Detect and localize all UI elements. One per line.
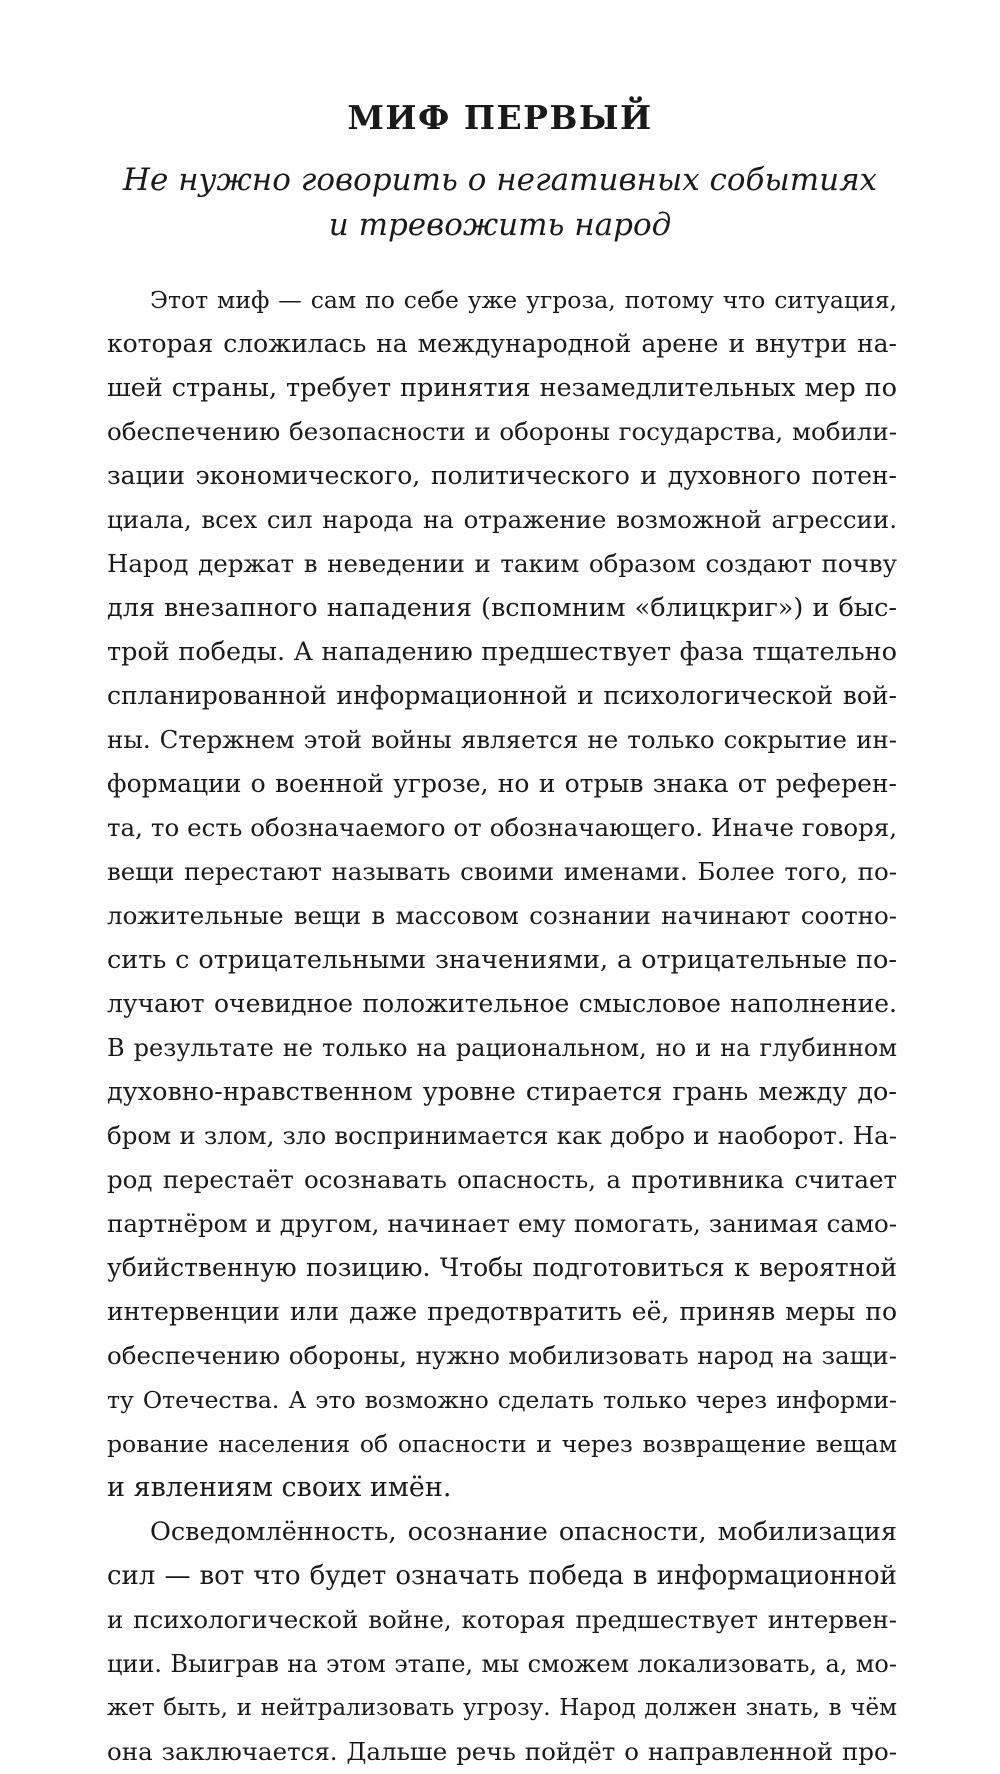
text-line: сить с отрицательными значениями, а отрицательные по- [107, 945, 897, 975]
text-line: вещи перестают называть своими именами. Более того, по- [107, 857, 897, 886]
text-line: формации о военной угрозе, но и отрыв знака от референ- [107, 769, 897, 798]
chapter-subtitle-line-2: и тревожить народ [328, 207, 672, 243]
text-line: род перестаёт осознавать опасность, а противника считает [107, 1165, 897, 1194]
text-line: шей страны, требует принятия незамедлительных мер по [107, 373, 897, 403]
chapter-subtitle-line-1: Не нужно говорить о негативных событиях [122, 162, 878, 198]
text-line: та, то есть обозначаемого от обозначающего. Иначе говоря, [107, 813, 897, 842]
text-line: бром и злом, зло воспринимается как добро и наоборот. На- [107, 1121, 897, 1150]
text-line: спланированной информационной и психологической вой- [107, 681, 897, 710]
text-line: ны. Стержнем этой войны является не только сокрытие ин- [107, 725, 897, 754]
text-line: рование населения об опасности и через возвращение вещам [107, 1430, 897, 1458]
text-line: Осведомлённость, осознание опасности, мобилизация [150, 1517, 897, 1547]
text-line: циала, всех сил народа на отражение возможной агрессии. [107, 505, 897, 534]
text-line: обеспечению безопасности и обороны государства, мобили- [107, 417, 897, 446]
text-line: сил — вот что будет означать победа в информационной [107, 1561, 897, 1591]
body-text [107, 278, 897, 1774]
chapter-title: МИФ ПЕРВЫЙ [347, 98, 653, 137]
text-line: для внезапного нападения (вспомним «блицкриг») и быс- [107, 593, 897, 623]
text-line: Народ держат в неведении и таким образом создают почву [107, 549, 897, 578]
text-line: интервенции или даже предотвратить её, приняв меры по [107, 1297, 897, 1326]
text-line: трой победы. А нападению предшествует фаза тщательно [107, 637, 897, 667]
text-line: ту Отечества. А это возможно сделать только через информи- [107, 1386, 897, 1414]
text-line: и психологической войне, которая предшествует интервен- [107, 1605, 897, 1634]
text-line: В результате не только на рациональном, но и на глубинном [107, 1034, 897, 1062]
text-line: ложительные вещи в массовом сознании начинают соотно- [107, 901, 897, 930]
text-line: которая сложилась на международной арене и внутри на- [107, 329, 897, 358]
text-line: духовно-нравственном уровне стирается грань между до- [107, 1077, 897, 1107]
text-line: обеспечению обороны, нужно мобилизовать народ на защи- [107, 1341, 897, 1370]
text-line: Этот миф — сам по себе уже угроза, потому что ситуация, [150, 286, 897, 314]
text-line: жет быть, и нейтрализовать угрозу. Народ должен знать, в чём [107, 1695, 897, 1721]
text-line: ции. Выиграв на этом этапе, мы сможем локализовать, а, мо- [107, 1650, 897, 1678]
text-line: убийственную позицию. Чтобы подготовиться к вероятной [107, 1253, 897, 1282]
text-line: и явлениям своих имён. [107, 1472, 452, 1503]
text-line: зации экономического, политического и духовного потен- [107, 461, 897, 490]
text-line: партнёром и другом, начинает ему помогать, занимая само- [107, 1209, 897, 1238]
text-line: она заключается. Дальше речь пойдёт о направленной про- [107, 1737, 897, 1766]
text-line: лучают очевидное положительное смысловое наполнение. [107, 989, 897, 1018]
